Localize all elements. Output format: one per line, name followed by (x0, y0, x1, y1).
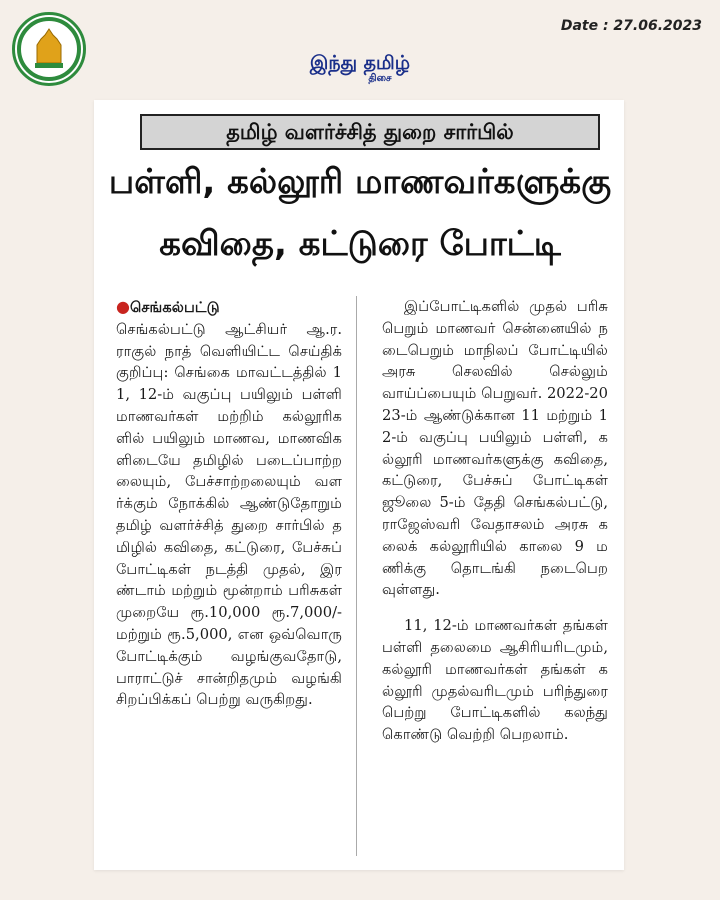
column-2-paragraph-1: இப்போட்டிகளில் முதல் பரிசு பெறும் மாணவர் சென்னையில் நடைபெறும் மாநிலப் போட்டியில் அரசு செலவில் செல்லும் வாய்ப்பையும் பெறுவர். 2022-2023-ம் ஆண்டுக்கான 11 மற்றும் 12-ம் வகுப்பு பயிலும் பள்ளி, கல்லூரி மாணவர்களுக்கு கவிதை, கட்டுரை, பேச்சுப் போட்டிகள் ஜூலை 5-ம் தேதி செங்கல்பட்டு, ராஜேஸ்வரி வேதாசலம் அரசு கலைக் கல்லூரியில் காலை 9 மணிக்கு தொடங்கி நடைபெறவுள்ளது. (382, 298, 608, 599)
headline-line-1: பள்ளி, கல்லூரி மாணவர்களுக்கு (108, 162, 612, 202)
article-kicker: தமிழ் வளர்ச்சித் துறை சார்பில் (140, 114, 600, 150)
article-column-1 (116, 296, 342, 711)
column-1-text: செங்கல்பட்டு ஆட்சியர் ஆ.ர. ராகுல் நாத் வெளியிட்ட செய்திக் குறிப்பு: செங்கை மாவட்டத்தில் 11, 12-ம் வகுப்பு பயிலும் பள்ளி மாணவர்கள் மற்றிம் கல்லூரிகளில் பயிலும் மாணவ, மாணவிகளிடையே தமிழில் படைப்பாற்றலையும், பேச்சாற்றலையும் வளர்க்கும் நோக்கில் ஆண்டுதோறும் தமிழ் வளர்ச்சித் துறை சார்பில் தமிழில் கவிதை, கட்டுரை, பேச்சுப் போட்டிகள் நடத்தி முதல், இரண்டாம் மற்றும் மூன்றாம் பரிசுகள் முறையே ரூ.10,000 ரூ.7,000/- மற்றும் ரூ.5,000, என ஒவ்வொரு போட்டிக்கும் வழங்குவதோடு, பாராட்டுச் சான்றிதமும் வழங்கி சிறப்பிக்கப் பெற்று வருகிறது. (116, 320, 342, 709)
dateline (116, 296, 342, 319)
article-column-2 (382, 296, 608, 746)
document-date: Date : 27.06.2023 (560, 18, 702, 34)
column-divider (356, 296, 357, 856)
bullet-icon: ● (116, 297, 130, 316)
newspaper-name: இந்து தமிழ் (309, 52, 411, 74)
newspaper-masthead (0, 52, 720, 85)
column-2-paragraph-2: 11, 12-ம் மாணவர்கள் தங்கள் பள்ளி தலைமை ஆசிரியரிடமும், கல்லூரி மாணவர்கள் தங்கள் கல்லூரி முதல்வரிடமும் பரிந்துரை பெற்று போட்டிகளில் கலந்து கொண்டு வெற்றி பெறலாம். (382, 617, 608, 744)
headline-line-2: கவிதை, கட்டுரை போட்டி (159, 224, 561, 264)
newspaper-subtitle: திசை (368, 73, 392, 84)
dateline-text: செங்கல்பட்டு (129, 299, 220, 316)
